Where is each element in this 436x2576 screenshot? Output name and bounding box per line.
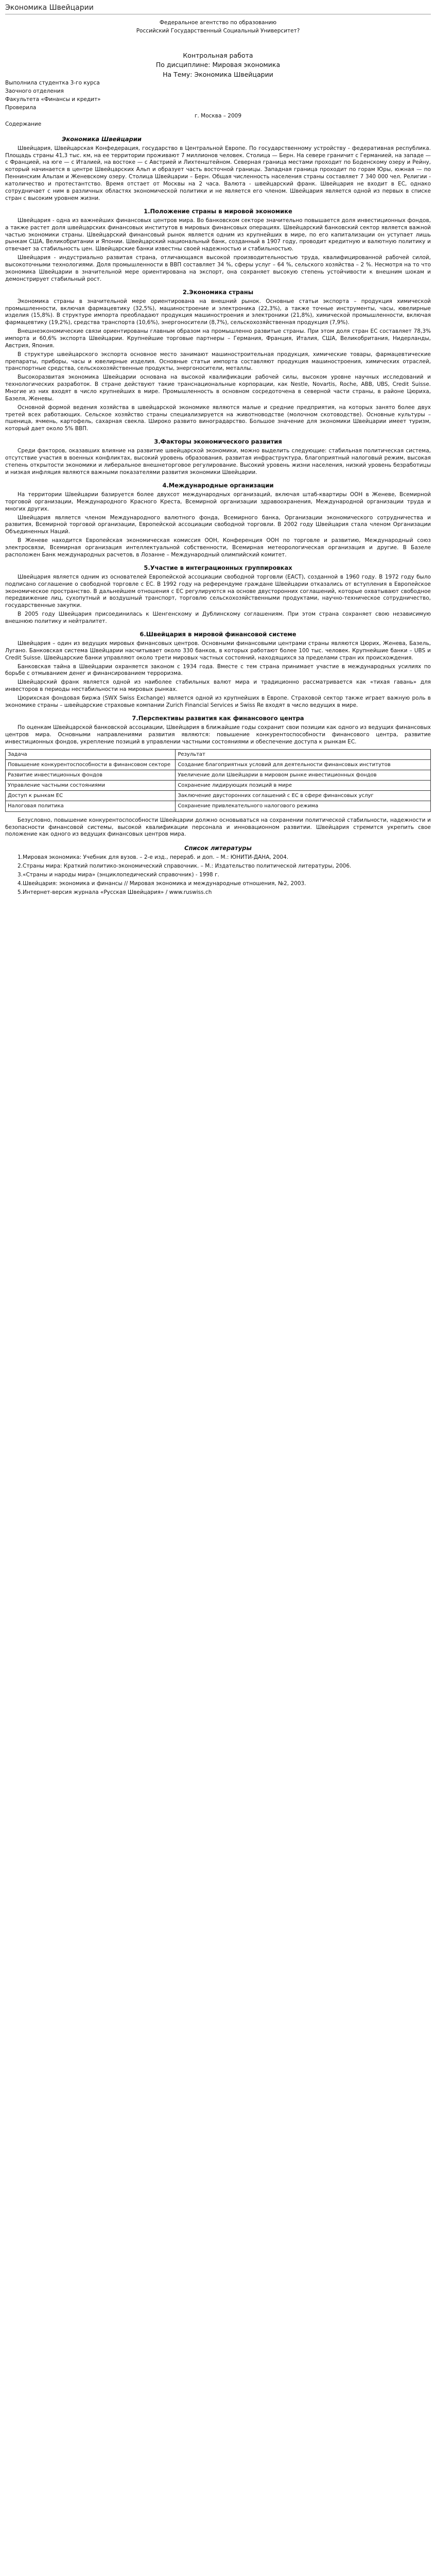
- literature-item: 1.Мировая экономика: Учебник для вузов. – 2-е изд., перераб. и доп. – М.: ЮНИТИ-ДАНА, 2004.: [18, 854, 289, 861]
- absentee-line: Заочного отделения: [5, 88, 64, 95]
- paragraph: Внешнеэкономические связи ориентированы главным образом на промышленно развитые страны. При этом доля стран ЕС составляет 78,3% импорта и 60,6% экспорта Швейцарии. Крупнейшие торговые партнеры – Германия, Франция, Италия, США, Великобритания, Нидерланды, Австрия, Япония.: [5, 328, 431, 349]
- page-title: Экономика Швейцарии: [5, 3, 431, 14]
- table-cell: Сохранение лидирующих позиций в мире: [176, 781, 431, 791]
- paragraph: Швейцария - одна из важнейших финансовых центров мира. Во банковском секторе значительно повышается доля инвестиционных фондов, а также растет доля швейцарских финансовых институтов в мировых финансовых операциях. Швейцарский банковский сектор является важной частью экономики страны. Швейцарский финансовый рынок является одним из крупнейших в мире, по его капитализации он уступает лишь рынкам США, Великобритании и Японии. Швейцарский национальный банк, созданный в 1907 году, проводит кредитную и валютную политику и отвечает за стабильность цен. Швейцарские банки известны своей надежностью и стабильностью.: [5, 217, 431, 252]
- paragraph: На территории Швейцарии базируется более двухсот международных организаций, включая штаб-квартиры ООН в Женеве, Всемирной торговой организации, Международного Красного Креста, Всемирной организации здравоохранения, Международной организации труда и многих других.: [5, 491, 431, 512]
- paragraph: Экономика страны в значительной мере ориентирована на внешний рынок. Основные статьи экспорта – продукция химической промышленности, включая фармацевтику (32,5%), машиностроение и электроника (22,3%), а также точные инструменты, часы, ювелирные изделия (15,8%). В структуре импорта преобладают продукция машиностроения и электроники (21,8%), химической промышленности, включая фармацевтику (19,2%), средства транспорта (10,6%), энергоносители (8,7%), сельскохозяйственная продукция (7,9%).: [5, 298, 431, 326]
- paragraph: Основной формой ведения хозяйства в швейцарской экономике являются малые и средние предприятия, на которых занято более двух третей всех работающих. Сельское хозяйство страны специализируется на животноводстве (молочном скотоводстве). Основные культуры – пшеница, ячмень, картофель, сахарная свекла. Широко развито виноградарство. Большое значение для экономики Швейцарии имеет туризм, который дает около 5% ВВП.: [5, 404, 431, 432]
- table-cell: Сохранение привлекательного налогового режима: [176, 801, 431, 811]
- paragraph: Швейцария является одним из основателей Европейской ассоциации свободной торговли (ЕАСТ), созданной в 1960 году. В 1972 году было подписано соглашение о свободной торговле с ЕС. В 1992 году на референдуме граждане Швейцарии отказались от вступления в Европейское экономическое пространство. В дальнейшем отношения с ЕС регулируются на основе двусторонних соглашений, которые охватывают свободное передвижение лиц, сухопутный и воздушный транспорт, торговлю сельскохозяйственными продуктами, научно-техническое сотрудничество, государственные закупки.: [5, 573, 431, 609]
- performed-line: Выполнила студентка 3-го курса: [5, 80, 100, 87]
- section-heading: 5.Участие в интеграционных группировках: [144, 564, 292, 571]
- faculty-line: Факультета «Финансы и кредит»: [5, 96, 101, 103]
- table-cell: Заключение двусторонних соглашений с ЕС в сфере финансовых услуг: [176, 791, 431, 801]
- section-heading: 2.Экономика страны: [182, 288, 254, 296]
- topic-line: На Тему: Экономика Швейцарии: [163, 70, 273, 78]
- table-cell: Управление частными состояниями: [6, 781, 176, 791]
- table-cell: Доступ к рынкам ЕС: [6, 791, 176, 801]
- table-cell: Развитие инвестиционных фондов: [6, 770, 176, 780]
- paragraph: Цюрихская фондовая биржа (SWX Swiss Exchange) является одной из крупнейших в Европе. Страховой сектор также играет важную роль в экономике страны – швейцарские страховые компании Zurich Financial Services и Swiss Re входят в число ведущих в мире.: [5, 695, 431, 708]
- table-header-cell: Результат: [176, 749, 431, 759]
- work-type: Контрольная работа: [183, 51, 253, 59]
- paragraph: Швейцария, Швейцарская Конфедерация, государство в Центральной Европе. По государственному устройству - федеративная республика. Площадь страны 41,3 тыс. км, на ее территории проживают 7 миллионов человек. Столица — Берн. На севере граничит с Германией, на западе — с Францией, на юге — с Италией, на востоке — с Австрией и Лихтенштейном. Северная граница местами проходит по Боденскому озеру и Рейну, который начинается в центре Швейцарских Альп и образует часть восточной границы. Западная граница проходит по горам Юры, южная — по Пеннинским Альпам и Женевскому озеру. Столица Швейцарии – Берн. Общая численность населения страны составляет 7 340 000 чел. Религии - католичество и протестантство. Время отстает от Москвы на 2 часа. Валюта - швейцарский франк. Швейцария не входит в ЕС, однако сотрудничает с ним в различных областях экономической политики и не является его членом. Швейцария является одной из первых в списке стран с высоким уровнем жизни.: [5, 145, 431, 201]
- paragraph: Швейцария - индустриально развитая страна, отличающаяся высокой производительностью труда, квалифицированной рабочей силой, высокоточными технологиями. Доля промышленности в ВВП составляет 34 %, сферы услуг – 64 %, сельского хозяйства – 2 %. Несмотря на то что экономика Швейцарии в значительной мере ориентирована на экспорт, она сохраняет высокую степень устойчивости к внешним шокам и демонстрирует стабильный рост.: [5, 255, 431, 282]
- section-heading: 4.Международные организации: [162, 481, 274, 489]
- table-header-cell: Задача: [6, 749, 176, 759]
- closing-text: [5, 817, 431, 839]
- table-cell: Создание благоприятных условий для деятельности финансовых институтов: [176, 759, 431, 770]
- table-row: [6, 781, 431, 791]
- literature-item: 4.Швейцария: экономика и финансы // Мировая экономика и международные отношения, №2, 2003.: [18, 880, 306, 887]
- section-heading: 7.Перспективы развития как финансового центра: [132, 714, 304, 722]
- paragraph: По оценкам Швейцарской банковской ассоциации, Швейцария в ближайшие годы сохранит свои позиции как одного из ведущих финансовых центров мира. Основными направлениями развития являются: повышение конкурентоспособности финансового центра, развитие инвестиционных фондов, укрепление позиций в управлении частными состояниями и обеспечение доступа к рынкам ЕС.: [5, 724, 431, 745]
- contents-heading: Содержание: [5, 121, 42, 127]
- literature-heading: Список литературы: [184, 844, 252, 852]
- literature-item: 5.Интернет-версия журнала «Русская Швейцария» / www.ruswiss.ch: [18, 889, 212, 895]
- section-heading: 1.Положение страны в мировой экономике: [144, 207, 292, 215]
- paragraph: Среди факторов, оказавших влияние на развитие швейцарской экономики, можно выделить следующие: стабильная политическая система, отсутствие участия в военных конфликтах, высокий уровень образования, развитая инфраструктура, благоприятный налоговый режим, высокая степень открытости экономики и либеральное внешнеторговое регулирование. Высокий уровень жизни населения, низкий уровень безработицы и низкая инфляция являются важными показателями развития экономики Швейцарии.: [5, 448, 431, 476]
- page: [0, 0, 436, 896]
- table-cell: Увеличение доли Швейцарии в мировом рынке инвестиционных фондов: [176, 770, 431, 780]
- table-row: [6, 770, 431, 780]
- paragraph: В 2005 году Швейцария присоединилась к Шенгенскому и Дублинскому соглашениям. При этом страна сохраняет свою независимую внешнюю политику и нейтралитет.: [5, 611, 431, 624]
- table-header-row: [6, 749, 431, 759]
- section-heading: 3.Факторы экономического развития: [154, 438, 282, 446]
- literature-item: 3.«Страны и народы мира» (энциклопедический справочник) - 1998 г.: [18, 872, 219, 878]
- main-heading: Экономика Швейцарии: [62, 135, 142, 143]
- paragraph: Швейцарский франк является одной из наиболее стабильных валют мира и традиционно рассматривается как «тихая гавань» для инвесторов в периоды нестабильности на мировых рынках.: [5, 679, 431, 693]
- paragraph: В Женеве находится Европейская экономическая комиссия ООН, Конференция ООН по торговле и развитию, Международный союз электросвязи, Всемирная организация интеллектуальной собственности, Всемирная метеорологическая организация и другие. В Базеле расположен Банк международных расчетов, в Лозанне – Международный олимпийский комитет.: [5, 537, 431, 558]
- table-row: [6, 759, 431, 770]
- literature-item: 2.Страны мира: Краткий политико-экономический справочник. – М.: Издательство политической литературы, 2006.: [18, 863, 352, 870]
- paragraph: В структуре швейцарского экспорта основное место занимают машиностроительная продукция, химические товары, фармацевтические препараты, приборы, часы и ювелирные изделия. Основные статьи импорта составляют продукция машиностроения, химических отраслей, транспортные средства, сельскохозяйственные продукты, энергоносители, металлы.: [5, 351, 431, 372]
- tasks-table: [5, 749, 431, 812]
- table-body: [6, 759, 431, 811]
- literature-list: [5, 854, 431, 896]
- checked-line: Проверила: [5, 104, 37, 111]
- sections: [5, 145, 431, 746]
- section-heading: 6.Швейцария в мировой финансовой системе: [139, 630, 297, 638]
- paragraph: Высокоразвитая экономика Швейцарии основана на высокой квалификации рабочей силы, высоком уровне научных исследований и технологических разработок. В стране действуют такие транснациональные корпорации, как Nestle, Novartis, Roche, ABB, UBS, Credit Suisse. Многие из них входят в число крупнейших в мире. Промышленность в основном сосредоточена в северной части страны, в районе Цюриха, Базеля, Женевы.: [5, 374, 431, 402]
- university-line: Российский Государственный Социальный Университет?: [136, 28, 300, 35]
- discipline-line: По дисциплине: Мировая экономика: [155, 61, 281, 69]
- title-block: [5, 20, 431, 128]
- paragraph: Швейцария – один из ведущих мировых финансовых центров. Основными финансовыми центрами страны являются Цюрих, Женева, Базель, Лугано. Банковская система Швейцарии насчитывает около 330 банков, в которых работают более 100 тыс. человек. Крупнейшие банки – UBS и Credit Suisse. Швейцарские банки управляют около трети мировых частных состояний, находящихся за пределами стран их происхождения.: [5, 640, 431, 661]
- table-cell: Налоговая политика: [6, 801, 176, 811]
- paragraph: Безусловно, повышение конкурентоспособности Швейцарии должно основываться на сохранении политической стабильности, надежности и безопасности финансовой системы, высокой квалификации персонала и инновационном развитии. Швейцария стремится укрепить свое положение как одного из ведущих финансовых центров мира.: [5, 817, 431, 838]
- city-year: г. Москва – 2009: [194, 112, 242, 119]
- agency-line: Федеральное агентство по образованию: [159, 20, 277, 26]
- paragraph: Банковская тайна в Швейцарии охраняется законом с 1934 года. Вместе с тем страна принимает участие в международных усилиях по борьбе с отмыванием денег и финансированием терроризма.: [5, 663, 431, 677]
- table-row: [6, 801, 431, 811]
- table-row: [6, 791, 431, 801]
- table-cell: Повышение конкурентоспособности в финансовом секторе: [6, 759, 176, 770]
- paragraph: Швейцария является членом Международного валютного фонда, Всемирного банка, Организации экономического сотрудничества и развития, Всемирной торговой организации, Европейской ассоциации свободной торговли. В 2002 году Швейцария стала членом Организации Объединенных Наций.: [5, 514, 431, 535]
